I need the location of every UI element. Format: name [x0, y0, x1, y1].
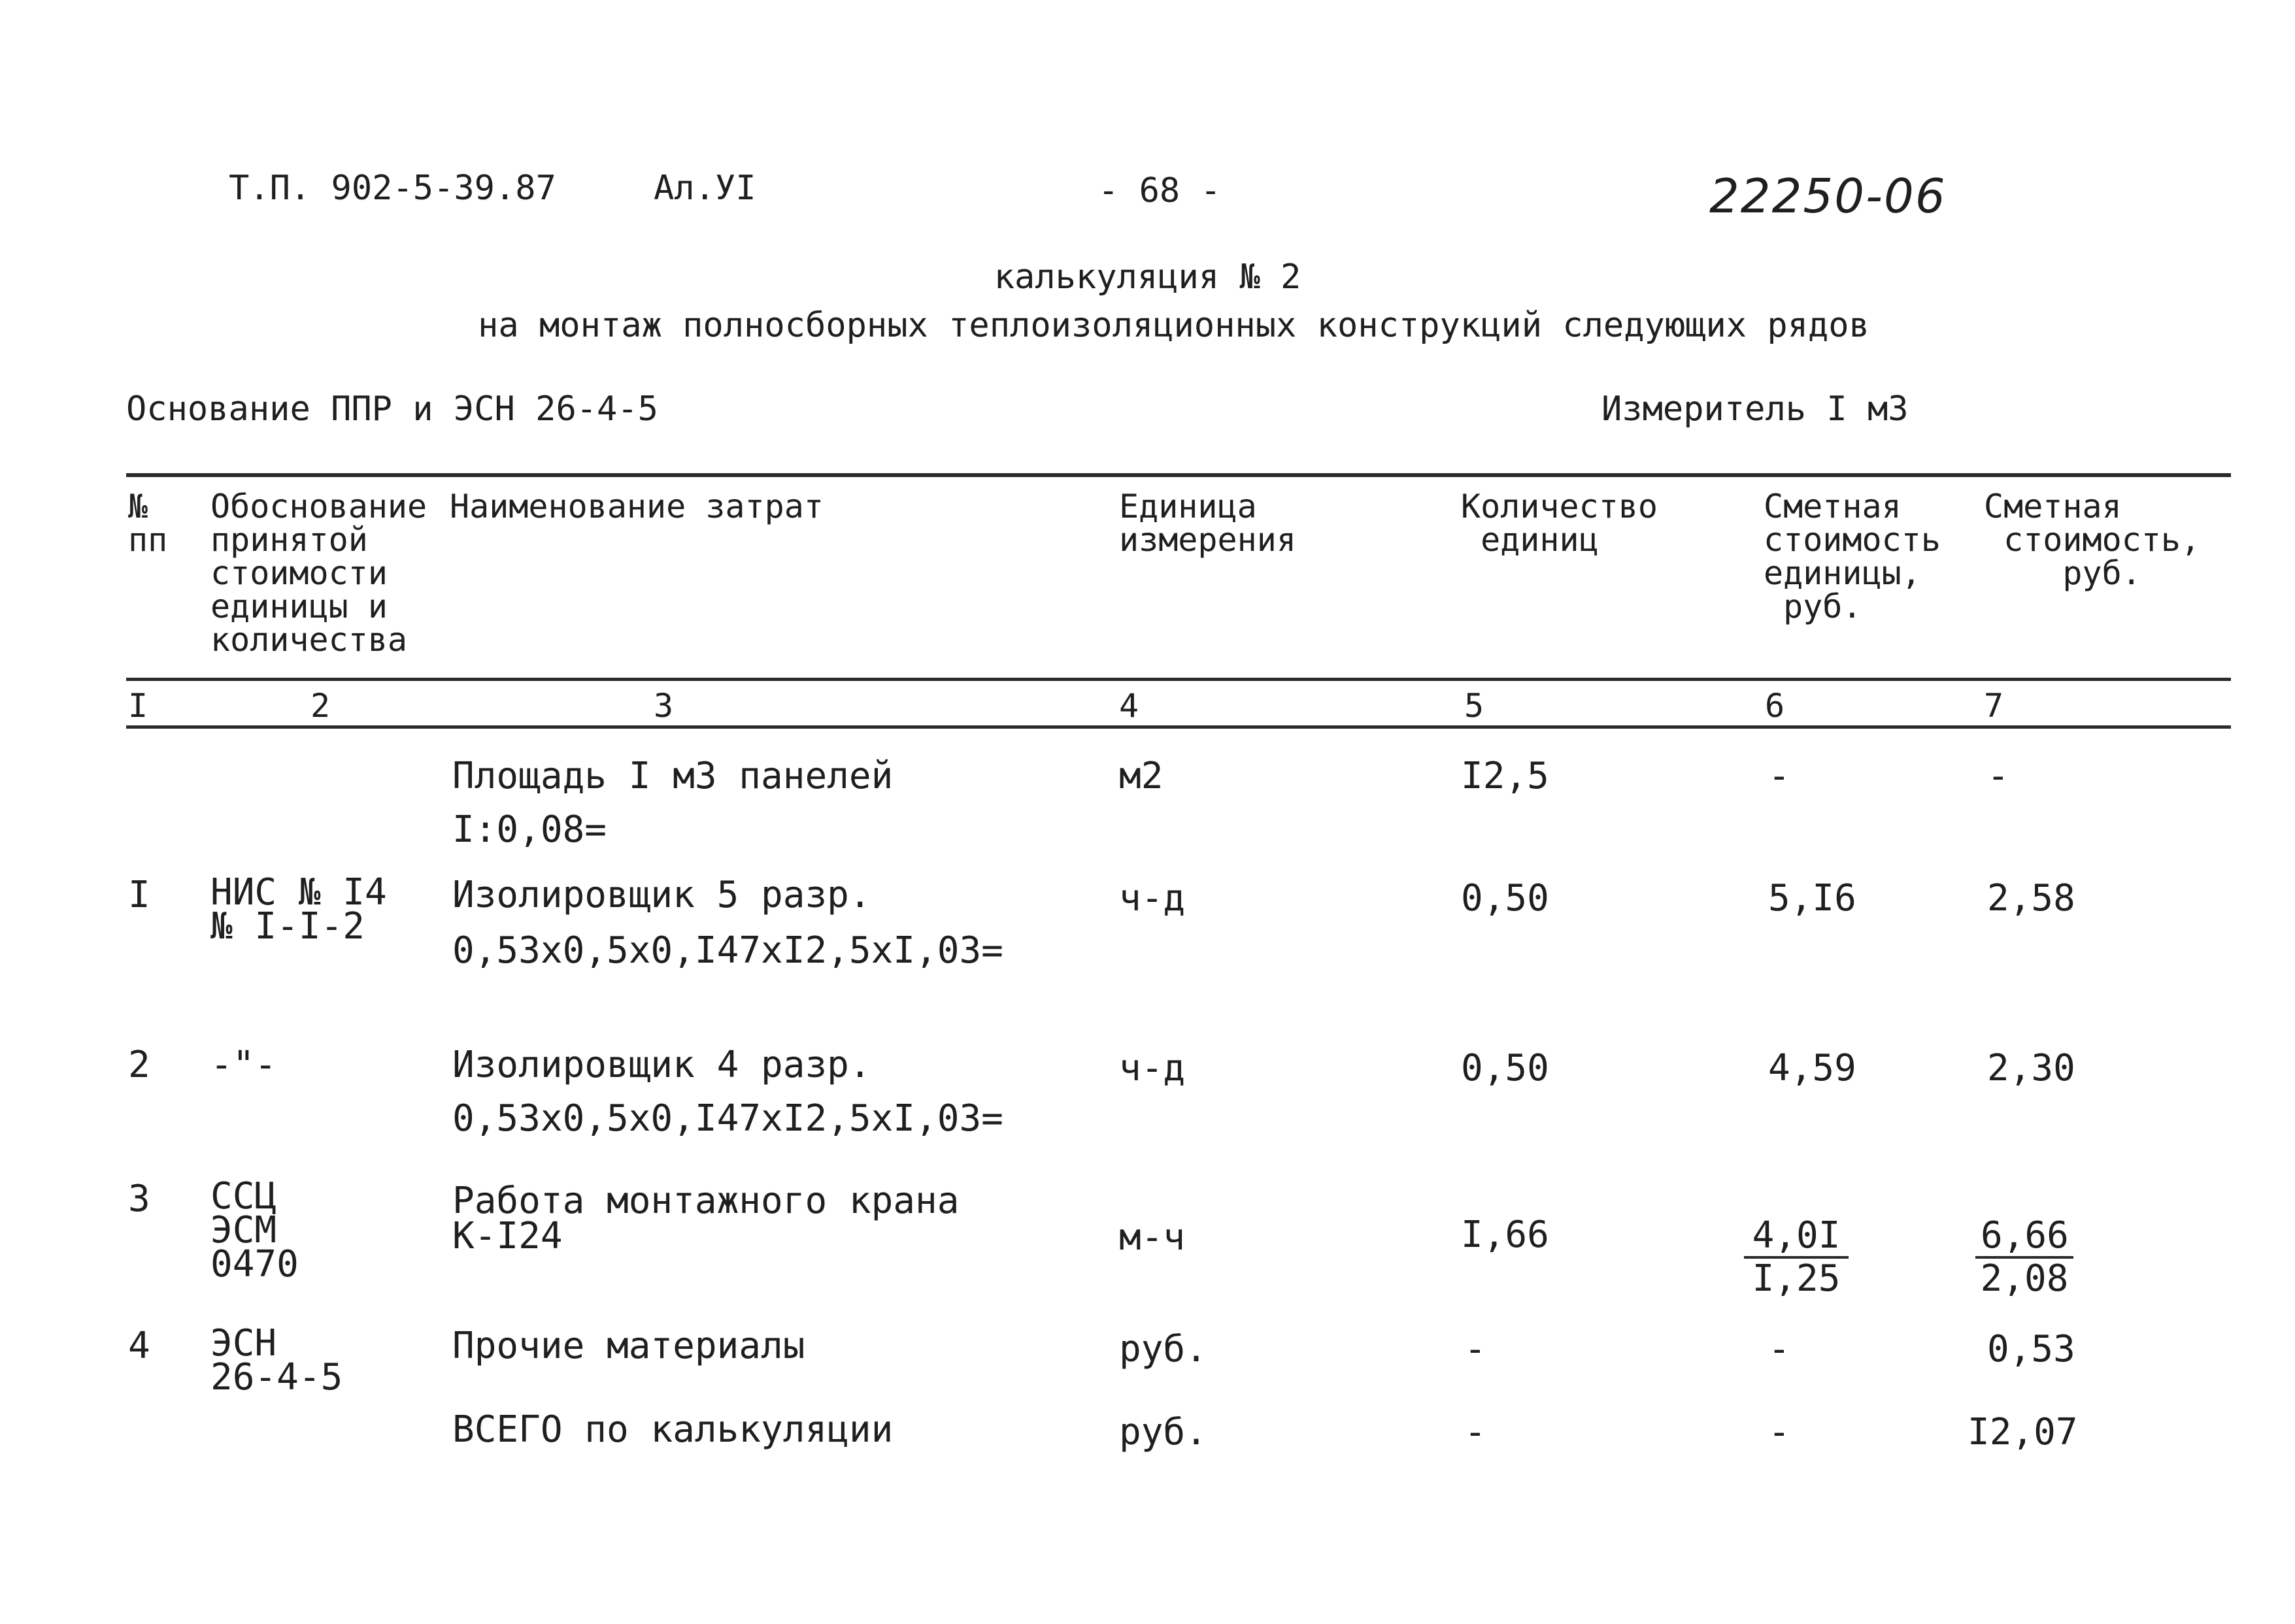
basis-text: Основание ППР и ЭСН 26-4-5	[126, 389, 658, 429]
row-quantity: -	[1464, 1328, 1486, 1370]
row-name: Работа монтажного крана	[452, 1180, 960, 1222]
row-name-formula: I:0,08=	[452, 808, 607, 851]
calc-title: калькуляция № 2	[994, 257, 1301, 297]
meter-text: Измеритель I м3	[1601, 389, 1909, 429]
row-unit: ч-д	[1119, 1047, 1186, 1089]
doc-reference: Т.П. 902-5-39.87	[229, 169, 556, 208]
row-basis: НИС № I4 № I-I-2	[210, 871, 387, 948]
handwritten-stamp: 22250-06	[1709, 169, 1947, 224]
row-no: 4	[128, 1325, 150, 1367]
column-numbers-rule	[126, 725, 2231, 729]
row-unit-cost: -	[1768, 1411, 1790, 1453]
page-number: - 68 -	[1098, 171, 1221, 210]
col-number: I	[128, 687, 148, 725]
row-unit: руб.	[1119, 1411, 1207, 1453]
row-quantity: 0,50	[1461, 877, 1549, 920]
row-quantity: I,66	[1461, 1214, 1549, 1256]
col-number: 3	[654, 687, 674, 725]
row-unit-cost: -	[1768, 755, 1790, 797]
row-no: 3	[128, 1178, 150, 1220]
row-name: Изолировщик 4 разр.	[452, 1044, 871, 1086]
row-unit-cost: 5,I6	[1768, 877, 1856, 920]
total-numerator: 6,66	[1975, 1216, 2073, 1259]
row-name-line2: К-I24	[452, 1215, 563, 1257]
row-unit-cost: -	[1768, 1328, 1790, 1370]
row-name: Площадь I м3 панелей	[452, 755, 894, 797]
row-unit: руб.	[1119, 1328, 1207, 1370]
total-denominator: 2,08	[1980, 1257, 2069, 1300]
row-total: 0,53	[1987, 1328, 2075, 1370]
row-total-fraction	[1975, 1216, 2073, 1299]
row-quantity: I2,5	[1461, 755, 1549, 797]
header-name: Наименование затрат	[450, 488, 824, 525]
header-unit-cost: Сметная стоимость единицы, руб.	[1764, 488, 1941, 625]
row-name-formula: 0,53х0,5х0,I47хI2,5хI,03=	[452, 929, 1003, 972]
col-number: 2	[310, 687, 331, 725]
unit-cost-denominator: I,25	[1752, 1257, 1841, 1300]
header-no: № пп	[128, 488, 168, 559]
row-name: Изолировщик 5 разр.	[452, 874, 871, 916]
header-quantity: Количество единиц	[1461, 488, 1658, 559]
row-unit-cost-fraction	[1744, 1216, 1849, 1299]
row-name: ВСЕГО по калькуляции	[452, 1408, 894, 1451]
header-total-cost: Сметная стоимость, руб.	[1984, 488, 2201, 592]
row-unit: м-ч	[1119, 1216, 1186, 1259]
calc-subtitle: на монтаж полносборных теплоизоляционных конструкций следующих рядов	[478, 306, 1869, 345]
header-bottom-rule	[126, 678, 2231, 681]
row-total: I2,07	[1968, 1411, 2078, 1453]
row-basis: -"-	[210, 1044, 277, 1086]
row-basis: ЭСН 26-4-5	[210, 1322, 343, 1399]
row-no: I	[128, 874, 150, 916]
header-unit: Единица измерения	[1119, 488, 1296, 559]
col-number: 7	[1984, 687, 2004, 725]
col-number: 6	[1765, 687, 1785, 725]
row-quantity: 0,50	[1461, 1047, 1549, 1089]
row-name: Прочие материалы	[452, 1325, 805, 1367]
col-number: 4	[1119, 687, 1139, 725]
row-total: 2,58	[1987, 877, 2075, 920]
row-unit: м2	[1119, 755, 1164, 797]
row-unit: ч-д	[1119, 877, 1186, 920]
unit-cost-numerator: 4,0I	[1744, 1216, 1849, 1259]
row-basis: ССЦ ЭСМ 0470	[210, 1175, 299, 1285]
row-no: 2	[128, 1044, 150, 1086]
header-basis: Обоснование принятой стоимости единицы и количества	[210, 488, 427, 659]
row-unit-cost: 4,59	[1768, 1047, 1856, 1089]
row-total: -	[1987, 755, 2009, 797]
row-total: 2,30	[1987, 1047, 2075, 1089]
col-number: 5	[1464, 687, 1484, 725]
row-name-formula: 0,53х0,5х0,I47хI2,5хI,03=	[452, 1097, 1003, 1140]
album-number: Ал.УI	[654, 169, 756, 208]
row-quantity: -	[1464, 1411, 1486, 1453]
table-top-rule	[126, 473, 2231, 477]
